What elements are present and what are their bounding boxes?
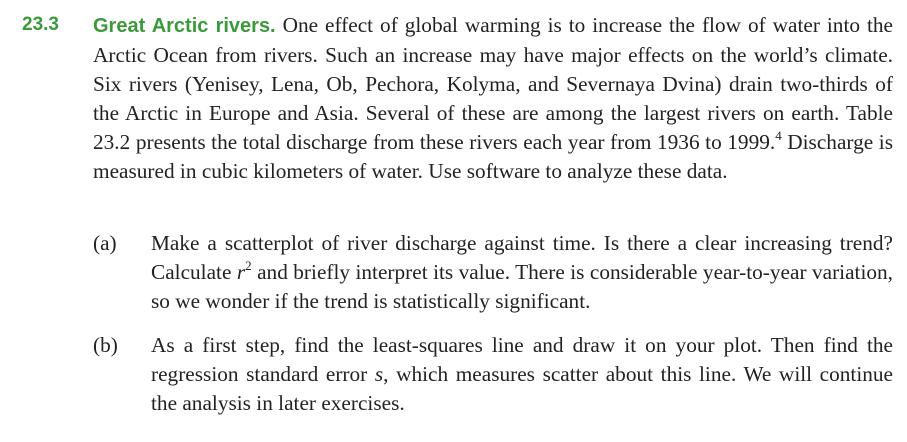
part-a-text-2: and briefly interpret its value. There is considerable year-to-year variation, so we wonder if the trend is statistically significant. — [151, 260, 893, 313]
r-exponent: 2 — [245, 258, 252, 273]
part-b-text-2: , which measures scatter about this line. We will continue the analysis in later exercises. — [151, 362, 893, 415]
part-b-text-1: As a first step, find the least-squares line and draw it on your plot. Then find the regression standard error — [151, 333, 893, 386]
intro-text-2: Discharge is measured in cubic kilometers of water. Use software to analyze these data. — [93, 130, 893, 183]
footnote-marker: 4 — [775, 128, 782, 143]
intro-text-1: One effect of global warming is to increase the flow of water into the Arctic Ocean from rivers. Such an increase may have major effects on the world’s climate. Six rivers (Yenisey, Lena, Ob, Pechora, Kolyma, and Severnaya Dvina) drain two-thirds of the Arctic in Europe and Asia. Several of these are among the largest rivers on earth. Table 23.2 presents the total discharge from these rivers each year from 1936 to 1999. — [93, 13, 893, 154]
exercise-intro — [93, 11, 893, 186]
part-b-label: (b) — [93, 333, 118, 357]
exercise-title: Great Arctic rivers. — [93, 15, 276, 37]
part-a-text — [151, 229, 893, 316]
part-b — [93, 331, 893, 418]
s-symbol: s — [374, 362, 384, 386]
part-a — [93, 229, 893, 316]
part-a-text-1: Make a scatterplot of river discharge against time. Is there a clear increasing trend? Calculate — [151, 231, 893, 284]
r-symbol: r — [236, 260, 246, 284]
part-b-text — [151, 331, 893, 418]
exercise-number: 23.3 — [22, 14, 59, 35]
part-a-label: (a) — [93, 231, 117, 255]
